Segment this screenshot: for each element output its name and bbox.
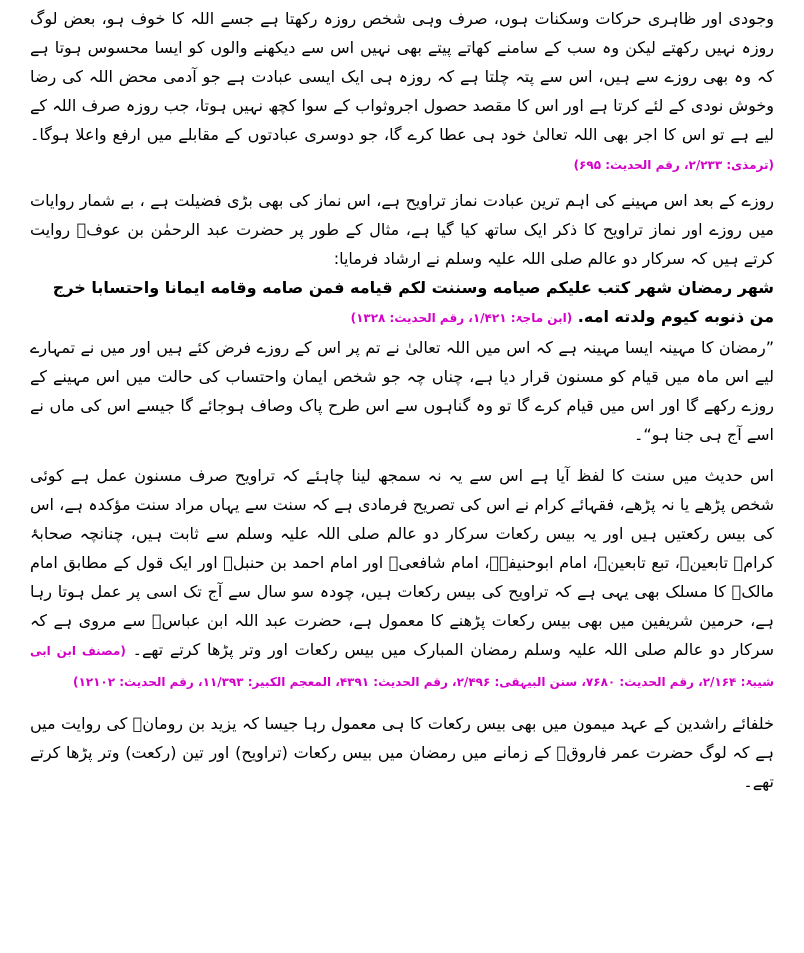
paragraph-text: روزے کے بعد اس مہینے کی اہم ترین عبادت نماز تراویح ہے، اس نماز کی بھی بڑی فضیلت ہے ، بے شمار روایات میں روزے اور نماز تراویح کا ذکر ایک ساتھ کیا گیا ہے، مثال کے طور پر حضرت عبد الرحمٰن بن عوفؓ روایت کرتے ہیں کہ سرکار دو عالم صلی اللہ علیہ وسلم نے ارشاد فرمایا: <box>30 191 774 268</box>
paragraph-sunnah-discussion <box>30 461 774 697</box>
paragraph-text: ”رمضان کا مہینہ ایسا مہینہ ہے کہ اس میں اللہ تعالیٰ نے تم پر اس کے روزے فرض کئے ہیں اور میں نے تمہارے لیے اس ماہ میں قیام کو مسنون قرار دیا ہے، چناں چہ جو شخص ایمان واحتساب کی حالت میں اس مہینے کے روزے رکھے گا اور اس میں قیام کرے گا تو وہ گناہوں سے اس طرح پاک وصاف ہوجائے گا جیسے اس کی ماں نے اسے آج ہی جنا ہو“۔ <box>30 338 774 444</box>
hadith-reference: (مصنف ابن ابی شیبۃ: ۲/۱۶۴، رقم الحدیث: ۷۶۸۰، سنن البیہقی: ۲/۴۹۶، رقم الحدیث: ۴۳۹۱، المعجم الکبیر: ۱۱/۳۹۳، رقم الحدیث: ۱۲۱۰۲) <box>30 644 774 689</box>
hadith-reference: (ابن ماجۃ: ۱/۴۲۱، رقم الحدیث: ۱۳۲۸) <box>350 311 573 325</box>
arabic-hadith <box>30 273 774 333</box>
paragraph-text: خلفائے راشدین کے عہد میمون میں بھی بیس رکعات کا ہی معمول رہا جیسا کہ یزید بن رومانؒ کی روایت میں ہے کہ لوگ حضرت عمر فاروقؓ کے زمانے میں رمضان میں بیس رکعات (تراویح) اور تین (رکعت) وتر پڑھا کرتے تھے۔ <box>30 714 774 791</box>
paragraph-khulafa <box>30 709 774 796</box>
paragraph-text: اس حدیث میں سنت کا لفظ آیا ہے اس سے یہ نہ سمجھ لینا چاہئے کہ تراویح صرف مسنون عمل ہے کوئی شخص پڑھے یا نہ پڑھے، فقہائے کرام نے اس کی تصریح فرمادی ہے کہ سنت سے یہاں مراد سنت مؤکدہ ہے، اس کی بیس رکعتیں ہیں اور یہ بیس رکعات سرکار دو عالم صلی اللہ علیہ وسلم سے ثابت ہیں، چنانچہ صحابۂ کرامؓ تابعینؒ، تبع تابعینؒ، امام ابوحنیفہؒ، امام شافعیؒ اور امام احمد بن حنبلؒ اور ایک قول کے مطابق امام مالکؒ کا مسلک بھی یہی ہے کہ تراویح کی بیس رکعات ہیں، چودہ سو سال سے آج تک اسی پر عمل ہوتا رہا ہے، حرمین شریفین میں بھی بیس رکعات پڑھنے کا معمول ہے، حضرت عبد اللہ ابن عباسؓ سے مروی ہے کہ سرکار دو عالم صلی اللہ علیہ وسلم رمضان المبارک میں بیس رکعات اور وتر پڑھا کرتے تھے۔ <box>30 466 775 659</box>
paragraph-hadith-translation <box>30 333 774 449</box>
arabic-hadith-text: شهر رمضان شهر كتب عليكم صيامه وسننت لكم قيامه فمن صامه وقامه ايمانا واحتسابا خرج من ذنوبه كيوم ولدته امه. <box>52 278 774 326</box>
hadith-reference: (ترمذی: ۲/۲۳۳، رقم الحدیث: ۶۹۵) <box>573 158 774 172</box>
paragraph-fasting-intro <box>30 4 774 180</box>
paragraph-taraweeh-intro <box>30 186 774 273</box>
paragraph-text: وجودی اور ظاہری حرکات وسکنات ہوں، صرف وہی شخص روزہ رکھتا ہے جسے اللہ کا خوف ہو، بعض لوگ روزہ نہیں رکھتے لیکن وہ سب کے سامنے کھاتے پیتے بھی نہیں اس سے دیکھنے والوں کو ایسا محسوس ہوتا ہے کہ وہ بھی روزے سے ہیں، اس سے پتہ چلتا ہے کہ روزہ ہی ایک ایسی عبادت ہے جو آدمی محض اللہ کی رضا وخوش نودی کے لئے کرتا ہے اور اس کا مقصد حصول اجروثواب کے سوا کچھ نہیں ہوتا، جب روزہ صرف اللہ کے لیے ہے تو اس کا اجر بھی اللہ تعالیٰ خود ہی عطا کرے گا، جو دوسری عبادتوں کے مقابلے میں ارفع واعلا ہوگا۔ <box>30 9 774 144</box>
